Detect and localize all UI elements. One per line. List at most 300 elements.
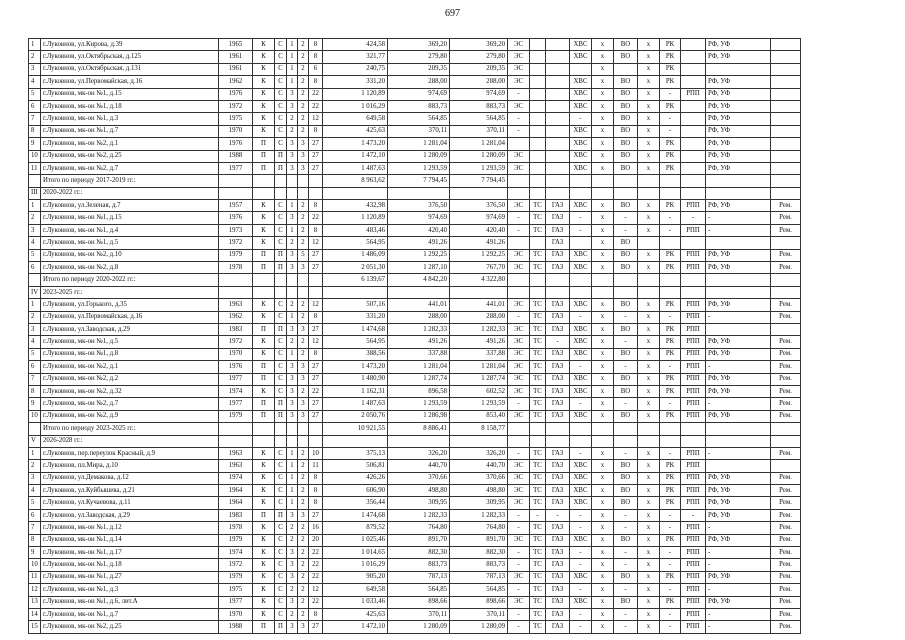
s6-cell: ВО [614,88,638,100]
c5-cell: 6 [309,63,323,75]
c5-cell: 10 [309,447,323,459]
c4-cell: 3 [298,621,309,633]
c5-cell: 20 [309,534,323,546]
s8-cell: - [660,311,681,323]
s3-cell: ГАЗ [546,608,570,620]
s4-cell: - [570,608,592,620]
s11-cell [771,39,801,51]
value2-cell: 369,20 [388,39,450,51]
year-cell: 1970 [219,348,253,360]
s5-cell: х [592,398,614,410]
s3-cell: ГАЗ [546,361,570,373]
value1-cell: 388,56 [323,348,388,360]
s5-cell: х [592,497,614,509]
s10-cell: - [706,447,771,459]
value1-cell: 1 473,20 [323,361,388,373]
s9-cell: РПП [681,547,706,559]
table-row [29,138,877,150]
c4-cell: 3 [298,398,309,410]
empty-cell [219,175,253,187]
c1-cell: П [253,249,275,261]
s1-cell: ЭС [508,336,530,348]
empty-cell [530,175,546,187]
c1-cell: К [253,584,275,596]
row-number-cell: 7 [29,373,41,385]
address-cell: г.Луковнов, ул.Первомайская, д.16 [41,76,219,88]
c2-cell: С [275,39,287,51]
table-row [29,311,877,323]
c1-cell: К [253,113,275,125]
c4-cell: 2 [298,39,309,51]
c5-cell: 27 [309,249,323,261]
s8-cell: РК [660,460,681,472]
s3-cell [546,138,570,150]
s11-cell: Рем. [771,559,801,571]
empty-cell [530,274,546,286]
value1-cell: 1 472,10 [323,150,388,162]
empty-cell [681,274,706,286]
s5-cell: х [592,534,614,546]
empty-cell [771,423,801,435]
s7-cell: х [638,336,660,348]
value1-cell: 1 014,65 [323,547,388,559]
value1-cell: 1 025,46 [323,534,388,546]
s2-cell [530,162,546,174]
empty-cell [592,435,614,447]
s4-cell: - [570,311,592,323]
s2-cell [530,125,546,137]
s1-cell: ЭС [508,485,530,497]
value1-cell: 649,58 [323,113,388,125]
value3-cell: 1 281,04 [450,138,508,150]
s4-cell: ХВС [570,88,592,100]
c2-cell: С [275,336,287,348]
s5-cell: х [592,410,614,422]
table-row [29,348,877,360]
value3-cell: 564,85 [450,113,508,125]
empty-cell [660,435,681,447]
c1-cell: К [253,224,275,236]
value2-cell: 898,66 [388,596,450,608]
period-header-row [29,435,877,447]
s5-cell: х [592,571,614,583]
s4-cell: ХВС [570,150,592,162]
s11-cell: Рем. [771,299,801,311]
c1-cell: К [253,485,275,497]
s7-cell: х [638,39,660,51]
s10-cell: РФ, УФ [706,534,771,546]
s1-cell [508,237,530,249]
c4-cell: 2 [298,571,309,583]
s9-cell: РПП [681,559,706,571]
s10-cell: РФ, УФ [706,76,771,88]
s5-cell: х [592,249,614,261]
s10-cell: РФ, УФ [706,410,771,422]
page-number: 697 [445,8,460,19]
s5-cell: х [592,224,614,236]
value3-cell: 1 292,25 [450,249,508,261]
c5-cell: 27 [309,262,323,274]
c1-cell: К [253,311,275,323]
value2-cell: 764,80 [388,522,450,534]
c4-cell: 2 [298,608,309,620]
s3-cell: ГАЗ [546,311,570,323]
s4-cell: - [570,621,592,633]
s4-cell: ХВС [570,76,592,88]
empty-cell [638,187,660,199]
year-cell: 1974 [219,385,253,397]
year-cell: 1965 [219,39,253,51]
s7-cell: х [638,323,660,335]
s4-cell: ХВС [570,596,592,608]
s3-cell: ГАЗ [546,559,570,571]
s9-cell [681,150,706,162]
s1-cell: ЭС [508,373,530,385]
s2-cell: ТС [530,224,546,236]
empty-cell [546,274,570,286]
total-value3-cell: 4 322,80 [450,274,508,286]
s10-cell [706,237,771,249]
s3-cell: ГАЗ [546,522,570,534]
year-cell: 1977 [219,398,253,410]
table-row [29,522,877,534]
s6-cell: ВО [614,138,638,150]
value2-cell: 896,58 [388,385,450,397]
s7-cell: х [638,608,660,620]
empty-cell [287,274,298,286]
c5-cell: 12 [309,299,323,311]
s9-cell: - [681,212,706,224]
value2-cell: 441,01 [388,299,450,311]
table-row [29,410,877,422]
housing-register-table [28,38,877,634]
s8-cell: РК [660,596,681,608]
empty-cell [275,187,287,199]
empty-cell [275,286,287,298]
empty-cell [287,175,298,187]
section-number-cell: IV [29,286,41,298]
c2-cell: С [275,237,287,249]
s6-cell: ВО [614,299,638,311]
c3-cell: 1 [287,460,298,472]
s7-cell: х [638,212,660,224]
address-cell: г.Луковнов, ул.Октябрьская, д.131 [41,63,219,75]
s6-cell: ВО [614,51,638,63]
c5-cell: 8 [309,485,323,497]
table-row [29,88,877,100]
s4-cell: ХВС [570,472,592,484]
c3-cell: 3 [287,88,298,100]
address-cell: г.Луковнов, мк-он №1, д.7 [41,608,219,620]
value2-cell: 974,69 [388,88,450,100]
year-cell: 1963 [219,460,253,472]
empty-cell [771,286,801,298]
table-row [29,249,877,261]
s6-cell: ВО [614,150,638,162]
section-number-cell: III [29,187,41,199]
s11-cell: Рем. [771,373,801,385]
value1-cell: 483,46 [323,224,388,236]
value2-cell: 440,70 [388,460,450,472]
s2-cell: ТС [530,547,546,559]
s3-cell [546,162,570,174]
empty-cell [287,423,298,435]
value3-cell: 787,13 [450,571,508,583]
value2-cell: 279,80 [388,51,450,63]
address-cell: г.Луковнов, мк-он №2, д.9 [41,410,219,422]
s10-cell: РФ, УФ [706,497,771,509]
period-total-row [29,423,877,435]
table-row [29,262,877,274]
empty-cell [388,187,450,199]
c3-cell: 1 [287,447,298,459]
c4-cell: 2 [298,51,309,63]
year-cell: 1972 [219,336,253,348]
s11-cell: Рем. [771,485,801,497]
c3-cell: 2 [287,125,298,137]
address-cell: г.Луковнов, мк-он №2, д.7 [41,162,219,174]
s4-cell: ХВС [570,125,592,137]
value1-cell: 905,20 [323,571,388,583]
s2-cell [530,88,546,100]
c4-cell: 2 [298,385,309,397]
empty-cell [298,175,309,187]
c4-cell: 3 [298,373,309,385]
empty-cell [546,187,570,199]
empty-cell [706,274,771,286]
year-cell: 1988 [219,621,253,633]
c3-cell: 3 [287,249,298,261]
c4-cell: 2 [298,460,309,472]
c3-cell: 3 [287,509,298,521]
c2-cell: С [275,212,287,224]
empty-cell [592,187,614,199]
s9-cell: РПП [681,373,706,385]
s10-cell: РФ, УФ [706,571,771,583]
address-cell: г.Луковнов, мк-он №1, д.8 [41,348,219,360]
c4-cell: 2 [298,534,309,546]
c3-cell: 1 [287,485,298,497]
row-number-cell: 10 [29,150,41,162]
s5-cell: х [592,200,614,212]
s1-cell: ЭС [508,262,530,274]
year-cell: 1976 [219,138,253,150]
value1-cell: 1 487,63 [323,398,388,410]
c4-cell: 2 [298,113,309,125]
s11-cell: Рем. [771,311,801,323]
value1-cell: 425,63 [323,125,388,137]
s10-cell: РФ, УФ [706,249,771,261]
s2-cell: ТС [530,262,546,274]
value3-cell: 370,11 [450,608,508,620]
c4-cell: 3 [298,410,309,422]
value1-cell: 432,98 [323,200,388,212]
value1-cell: 1 016,29 [323,559,388,571]
s4-cell: - [570,547,592,559]
c2-cell: П [275,262,287,274]
c1-cell: К [253,348,275,360]
value2-cell: 309,95 [388,497,450,509]
value1-cell: 426,26 [323,472,388,484]
s5-cell: х [592,547,614,559]
year-cell: 1961 [219,63,253,75]
s10-cell: РФ, УФ [706,162,771,174]
empty-cell [219,286,253,298]
table-row [29,485,877,497]
c2-cell: С [275,88,287,100]
s10-cell: РФ, УФ [706,51,771,63]
s11-cell [771,113,801,125]
address-cell: г.Луковнов, мк-он №2, д.1 [41,138,219,150]
empty-cell [450,435,508,447]
s1-cell: - [508,509,530,521]
s5-cell: х [592,100,614,112]
address-cell: г.Луковнов, мк-он №2, д.7 [41,398,219,410]
s1-cell: - [508,113,530,125]
c2-cell: С [275,559,287,571]
s8-cell: РК [660,410,681,422]
s5-cell: х [592,373,614,385]
s10-cell: - [706,559,771,571]
s6-cell: - [614,212,638,224]
c5-cell: 27 [309,509,323,521]
s7-cell: х [638,596,660,608]
s10-cell [706,460,771,472]
s3-cell [546,63,570,75]
s9-cell: РПП [681,596,706,608]
s4-cell: - [570,398,592,410]
c3-cell: 3 [287,361,298,373]
year-cell: 1972 [219,100,253,112]
value3-cell: 498,80 [450,485,508,497]
s5-cell: х [592,63,614,75]
address-cell: г.Луковнов, мк-он №2, д.25 [41,621,219,633]
c1-cell: К [253,237,275,249]
year-cell: 1975 [219,584,253,596]
empty-cell [592,274,614,286]
table-row [29,571,877,583]
s3-cell [546,39,570,51]
empty-cell [219,187,253,199]
s4-cell: - [570,212,592,224]
s5-cell: х [592,125,614,137]
c1-cell: П [253,509,275,521]
year-cell: 1977 [219,162,253,174]
row-number-cell: 8 [29,385,41,397]
c4-cell: 2 [298,212,309,224]
s11-cell [771,138,801,150]
c3-cell: 3 [287,398,298,410]
s2-cell: ТС [530,472,546,484]
value2-cell: 288,00 [388,76,450,88]
address-cell: г.Луковнов, мк-он №2, д.32 [41,385,219,397]
c2-cell: С [275,361,287,373]
c3-cell: 3 [287,385,298,397]
c1-cell: К [253,385,275,397]
row-number-cell: 7 [29,113,41,125]
value1-cell: 1 473,20 [323,138,388,150]
s8-cell: РК [660,485,681,497]
s11-cell: Рем. [771,447,801,459]
value2-cell: 1 287,10 [388,262,450,274]
row-number-cell: 2 [29,212,41,224]
value2-cell: 326,20 [388,447,450,459]
s11-cell: Рем. [771,571,801,583]
s10-cell: РФ, УФ [706,100,771,112]
value1-cell: 507,16 [323,299,388,311]
s9-cell: РПП [681,200,706,212]
s11-cell: Рем. [771,336,801,348]
c3-cell: 3 [287,323,298,335]
s8-cell: РК [660,150,681,162]
empty-cell [298,435,309,447]
s5-cell: х [592,509,614,521]
value3-cell: 369,20 [450,39,508,51]
c3-cell: 1 [287,200,298,212]
c2-cell: С [275,113,287,125]
empty-cell [570,423,592,435]
row-number-cell: 1 [29,200,41,212]
s10-cell: - [706,224,771,236]
value3-cell: 288,00 [450,76,508,88]
c1-cell: К [253,559,275,571]
value2-cell: 376,50 [388,200,450,212]
value2-cell: 1 293,59 [388,162,450,174]
row-number-cell: 8 [29,534,41,546]
year-cell: 1983 [219,323,253,335]
c3-cell: 3 [287,596,298,608]
s8-cell: - [660,212,681,224]
empty-cell [638,286,660,298]
table-row [29,559,877,571]
empty-cell [530,187,546,199]
c4-cell: 2 [298,76,309,88]
s11-cell: Рем. [771,621,801,633]
c5-cell: 8 [309,608,323,620]
empty-cell [638,435,660,447]
c1-cell: К [253,522,275,534]
row-number-cell: 3 [29,224,41,236]
value1-cell: 240,75 [323,63,388,75]
s4-cell: ХВС [570,323,592,335]
s11-cell [771,125,801,137]
s6-cell: - [614,336,638,348]
c3-cell: 3 [287,212,298,224]
empty-cell [530,435,546,447]
s9-cell: РПП [681,584,706,596]
c5-cell: 22 [309,547,323,559]
empty-cell [275,423,287,435]
s5-cell: х [592,237,614,249]
empty-cell [570,286,592,298]
s7-cell: х [638,584,660,596]
s1-cell: ЭС [508,361,530,373]
table-row [29,212,877,224]
s4-cell: ХВС [570,51,592,63]
value3-cell: 1 281,04 [450,361,508,373]
s1-cell: - [508,398,530,410]
c4-cell: 2 [298,472,309,484]
s10-cell: РФ, УФ [706,472,771,484]
year-cell: 1963 [219,299,253,311]
s10-cell: - [706,311,771,323]
address-cell: г.Луковнов, ул.Горького, д.35 [41,299,219,311]
row-number-cell: 5 [29,88,41,100]
c4-cell: 2 [298,497,309,509]
value3-cell: 441,01 [450,299,508,311]
empty-cell [614,274,638,286]
s1-cell: ЭС [508,63,530,75]
